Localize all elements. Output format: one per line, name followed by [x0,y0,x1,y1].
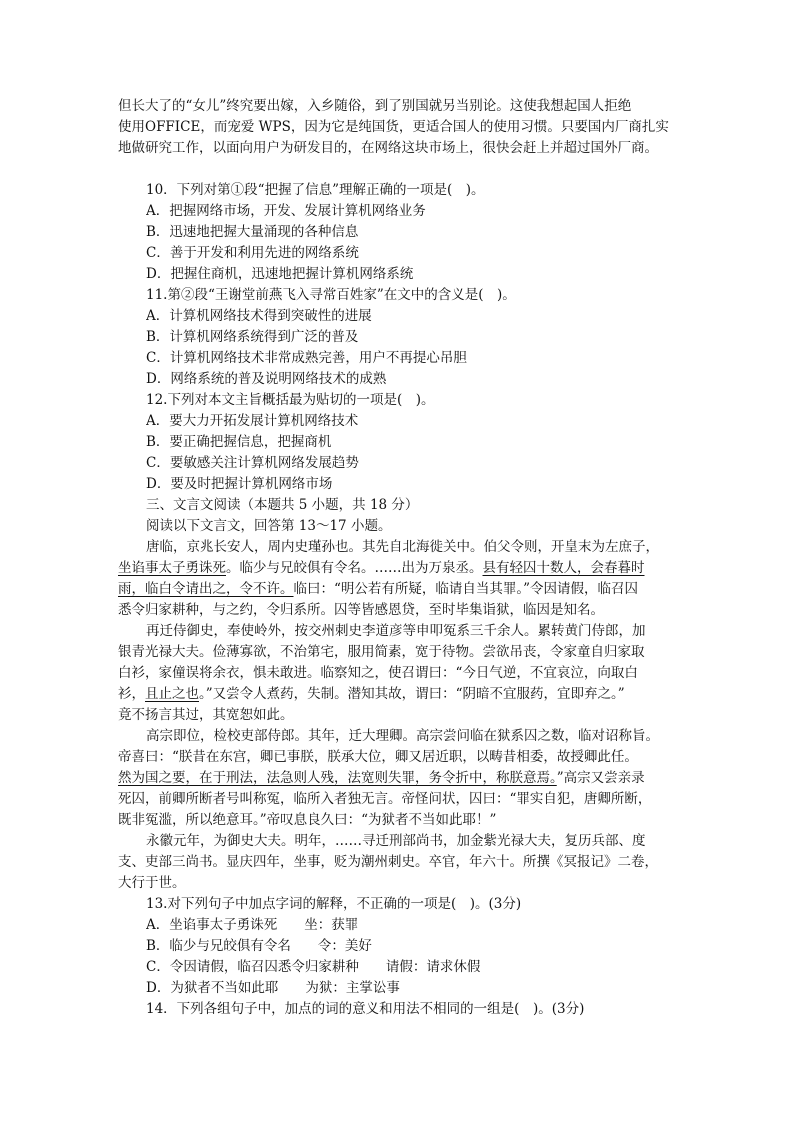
passage-p1-line-1: 唐临，京兆长安人，周内史瑾孙也。其先自北海徙关中。伯父令则，开皇末为左庶子， [146,539,659,555]
passage-p3-line-3 [118,768,678,789]
passage-p4-line-2: 支、吏部三尚书。显庆四年，坐事，贬为潮州刺史。卒官，年六十。所撰《冥报记》二卷， [118,854,658,870]
passage-p2-line-1: 再迁侍御史，奉使岭外，按交州刺史李道彦等申叩冤系三千余人。累转黄门侍郎，加 [146,623,646,639]
underlined-phrase: 坐谄事太子勇诛死 [118,560,226,576]
passage-p1-line-2 [118,558,678,579]
q12-option-d: D．要及时把握计算机网络市场 [146,476,333,492]
passage-p2-line-4 [118,684,678,705]
q13-option-d: D．为狱者不当如此耶 为狱：主掌讼事 [146,980,400,996]
q13-option-c: C．令因请假，临召囚悉令归家耕种 请假：请求休假 [146,959,481,975]
passage-text: 衫， [118,686,145,702]
passage-p2-line-5: 竟不扬言其过，其宽恕如此。 [118,707,294,723]
passage-text: 。”又尝令人煮药，失制。潜知其故，谓曰：“阴暗不宜服药，宜即弃之。” [199,686,625,702]
q13-stem: 13.对下列句子中加点字词的解释，不正确的一项是( )。(3分) [146,896,522,912]
section-3-instruction: 阅读以下文言文，回答第 13～17 小题。 [146,518,392,534]
passage-text: 。临少与兄皎俱有令名。……出为万泉丞。 [226,560,483,576]
q10-option-a: A．把握网络市场，开发、发展计算机网络业务 [146,203,426,219]
passage-p1-line-4: 悉令归家耕种，与之约，令归系所。囚等皆感恩贷，至时毕集诣狱，临因是知名。 [118,602,604,618]
underlined-sentence: 然为国之要，在于刑法，法急则人残，法宽则失罪，务令折中，称朕意焉。 [118,770,557,786]
q12-stem: 12.下列对本文主旨概括最为贴切的一项是( )。 [146,392,435,408]
q10-option-b: B．迅速地把握大量涌现的各种信息 [146,224,359,240]
passage-p2-line-2: 银青光禄大夫。俭薄寡欲，不治第宅，服用简素，宽于待物。尝欲吊丧，令家童自归家取 [118,644,645,660]
q11-option-a: A．计算机网络技术得到突破性的进展 [146,308,372,324]
q10-option-d: D．把握住商机，迅速地把握计算机网络系统 [146,266,414,282]
passage-p3-line-1: 高宗即位，检校吏部侍郎。其年，迁大理卿。高宗尝问临在狱系囚之数，临对诏称旨。 [146,728,659,744]
q11-option-c: C．计算机网络技术非常成熟完善，用户不再提心吊胆 [146,350,467,366]
passage-p2-line-3: 白衫，家僮误将余衣，惧未敢进。临察知之，使召谓曰：“今日气逆，不宜哀泣，向取白 [118,665,638,681]
underlined-sentence: 县有轻囚十数人，会春暮时 [482,560,645,576]
q13-option-b: B．临少与兄皎俱有令名 令：美好 [146,938,372,954]
q14-stem: 14．下列各组句子中，加点的词的意义和用法不相同的一组是( )。(3分) [146,1001,585,1017]
intro-line-1: 但长大了的“女儿”终究要出嫁，入乡随俗，到了别国就另当别论。这使我想起国人拒绝 [118,98,632,114]
q12-option-b: B．要正确把握信息，把握商机 [146,434,332,450]
q12-option-a: A．要大力开拓发展计算机网络技术 [146,413,359,429]
passage-p4-line-3: 大行于世。 [118,875,186,891]
intro-line-2: 使用OFFICE，而宠爱 WPS，因为它是纯国货，更适合国人的使用习惯。只要国内厂商扎实 [118,119,669,135]
passage-p4-line-1: 永徽元年，为御史大夫。明年，……寻迁刑部尚书，加金紫光禄大夫，复历兵部、度 [146,833,646,849]
q12-option-c: C．要敏感关注计算机网络发展趋势 [146,455,359,471]
passage-p3-line-5: 既非冤滥，所以绝意耳。”帝叹息良久曰：“为狱者不当如此耶！” [118,812,497,828]
q10-option-c: C．善于开发和利用先进的网络系统 [146,245,359,261]
passage-text: ”高宗又尝亲录 [556,770,645,786]
passage-p1-line-3 [118,579,678,600]
underlined-phrase: 且止之也 [145,686,199,702]
passage-p3-line-2: 帝喜曰：“朕昔在东宫，卿已事朕，朕承大位，卿又居近职，以畴昔相委，故授卿此任。 [118,749,638,765]
q11-option-d: D．网络系统的普及说明网络技术的成熟 [146,371,387,387]
q11-option-b: B．计算机网络系统得到广泛的普及 [146,329,359,345]
q11-stem: 11.第②段“王谢堂前燕飞入寻常百姓家”在文中的含义是( )。 [146,287,516,303]
q13-option-a: A．坐谄事太子勇诛死 坐：获罪 [146,917,359,933]
section-3-heading: 三、文言文阅读（本题共 5 小题，共 18 分） [146,497,419,513]
underlined-sentence: 雨，临白令请出之，令不许。 [118,581,294,597]
q10-stem: 10．下列对第①段“把握了信息”理解正确的一项是( )。 [146,182,485,198]
intro-line-3: 地做研究工作，以面向用户为研发目的，在网络这块市场上，很快会赶上并超过国外厂商。 [118,140,658,156]
passage-text: 临曰：“明公若有所疑，临请自当其罪。”令因请假，临召囚 [293,581,639,597]
passage-p3-line-4: 死囚，前卿所断者号叫称冤，临所入者独无言。帝怪问状，囚曰：“罪实自犯，唐卿所断， [118,791,652,807]
